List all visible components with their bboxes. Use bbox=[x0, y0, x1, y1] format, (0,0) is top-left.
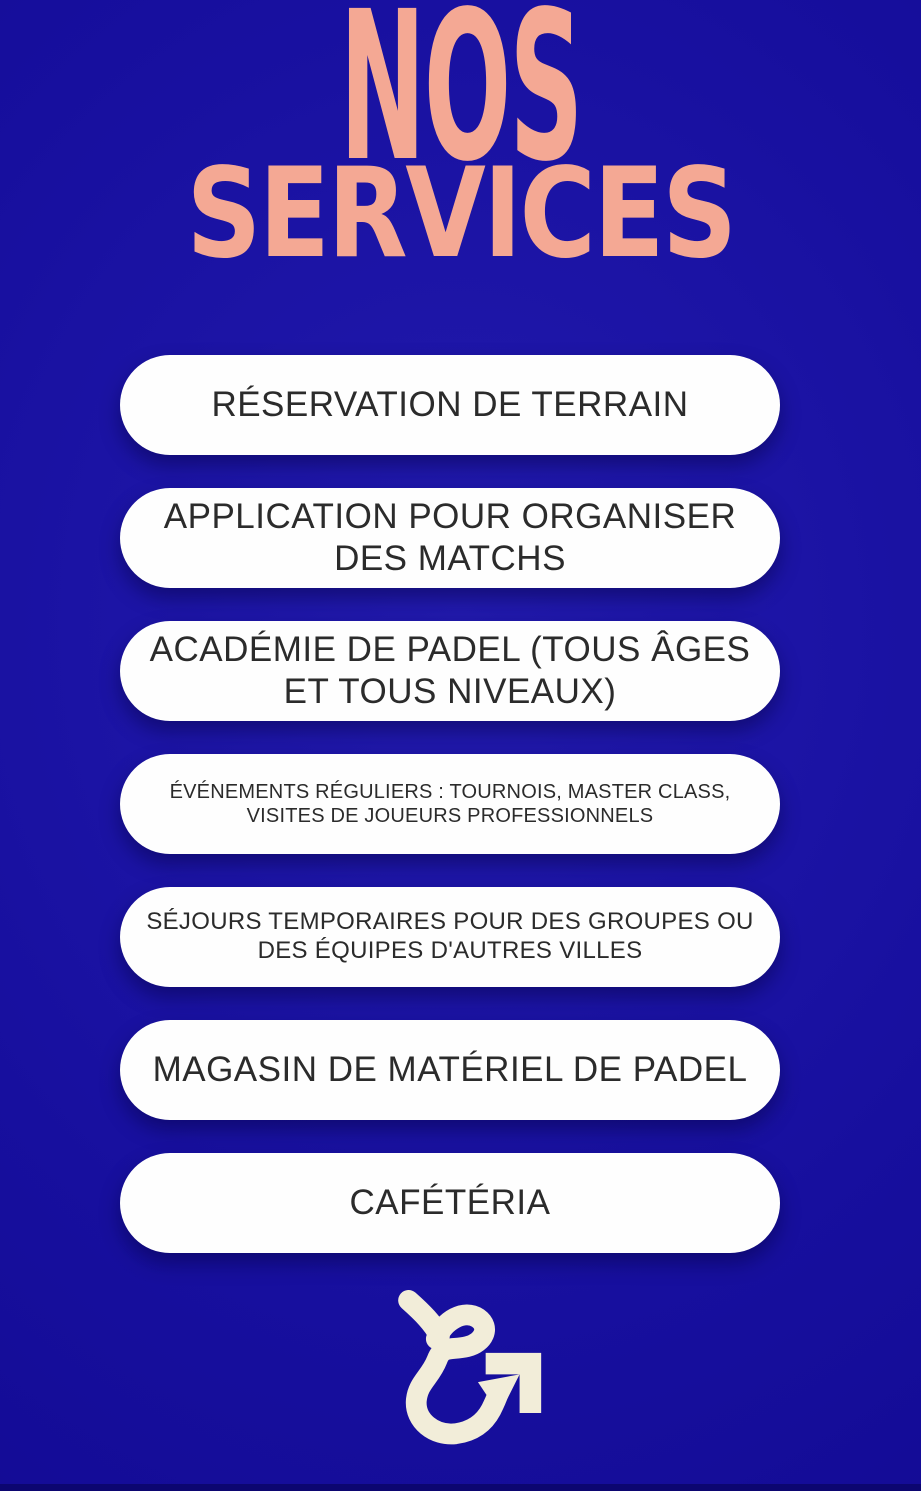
bottom-edge-strip bbox=[0, 1484, 921, 1491]
service-pill-label: ACADÉMIE DE PADEL (TOUS ÂGES ET TOUS NIVEAUX) bbox=[149, 630, 751, 711]
service-pill-application-matchs[interactable] bbox=[120, 488, 780, 588]
service-pill-cafeteria[interactable] bbox=[120, 1153, 780, 1253]
service-pill-sejours-temporaires[interactable] bbox=[120, 887, 780, 987]
service-pill-label: MAGASIN DE MATÉRIEL DE PADEL bbox=[152, 1050, 748, 1089]
services-list bbox=[120, 355, 780, 1253]
poster-title-line1: NOS bbox=[339, 0, 582, 207]
service-pill-magasin-materiel[interactable] bbox=[120, 1020, 780, 1120]
service-pill-evenements-reguliers[interactable] bbox=[120, 754, 780, 854]
service-pill-label: APPLICATION POUR ORGANISER DES MATCHS bbox=[163, 497, 737, 578]
service-pill-label: SÉJOURS TEMPORAIRES POUR DES GROUPES OU DES ÉQUIPES D'AUTRES VILLES bbox=[146, 908, 754, 964]
poster-title-line2: SERVICES bbox=[186, 142, 735, 286]
g-arrow-logo-icon bbox=[368, 1288, 553, 1450]
service-pill-academie-padel[interactable] bbox=[120, 621, 780, 721]
service-pill-reservation-terrain[interactable] bbox=[120, 355, 780, 455]
service-pill-label: RÉSERVATION DE TERRAIN bbox=[211, 385, 689, 424]
service-pill-label: CAFÉTÉRIA bbox=[349, 1183, 551, 1222]
service-pill-label: ÉVÉNEMENTS RÉGULIERS : TOURNOIS, MASTER CLASS, VISITES DE JOUEURS PROFESSIONNELS bbox=[169, 781, 731, 827]
